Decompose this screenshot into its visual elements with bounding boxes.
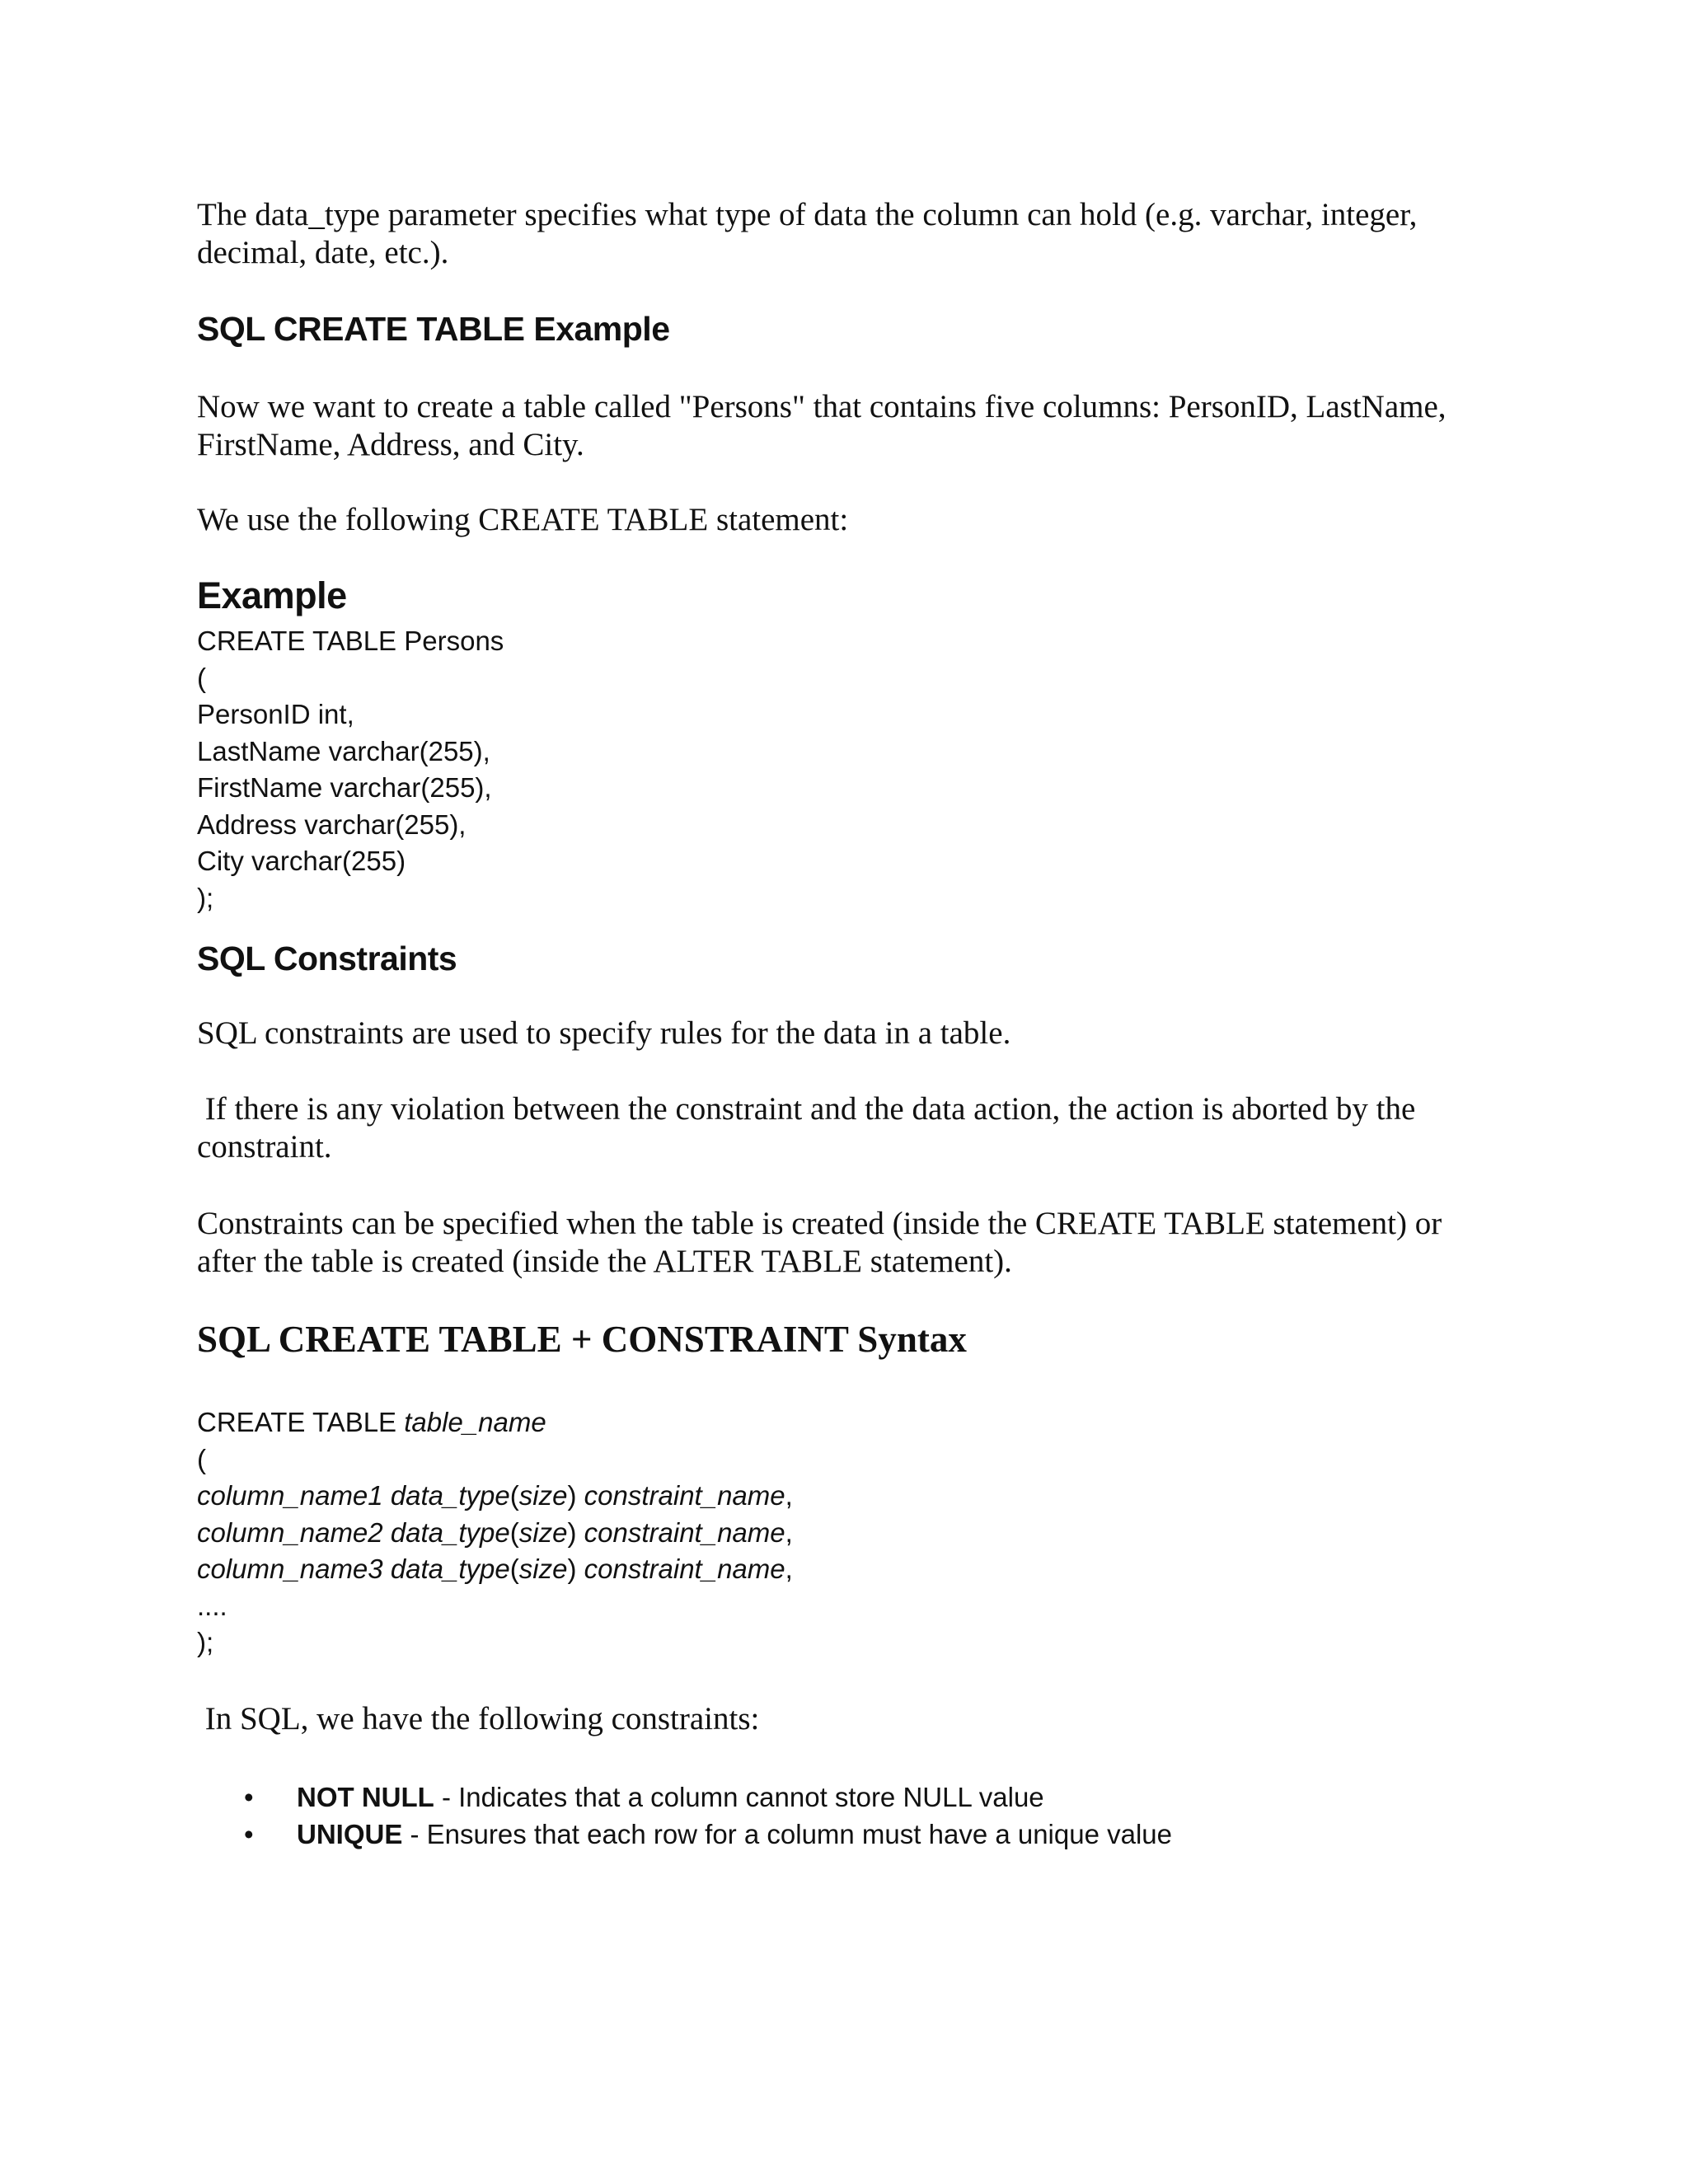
syntax-table-name: table_name xyxy=(404,1407,546,1437)
syntax-column-name: column_name2 xyxy=(197,1516,383,1548)
syntax-constraint-name: constraint_name xyxy=(584,1480,785,1511)
syntax-size: size xyxy=(518,1480,568,1511)
syntax-size: size xyxy=(518,1516,568,1548)
code-line: PersonID int, xyxy=(197,699,354,729)
constraint-term: UNIQUE xyxy=(297,1819,403,1849)
syntax-column-row: column_name1 data_type(size) constraint_name, xyxy=(197,1480,793,1511)
heading-constraint-syntax: SQL CREATE TABLE + CONSTRAINT Syntax xyxy=(197,1319,967,1360)
constraint-syntax-code-block xyxy=(197,1404,793,1661)
list-item xyxy=(197,1816,1516,1853)
heading-create-table-example: SQL CREATE TABLE Example xyxy=(197,310,670,348)
bullet-icon: • xyxy=(244,1819,254,1849)
syntax-constraint-name: constraint_name xyxy=(584,1554,785,1584)
list-item xyxy=(197,1779,1516,1816)
create-example-line-2: FirstName, Address, and City. xyxy=(197,427,584,462)
constraint-term: NOT NULL xyxy=(297,1782,434,1812)
code-line: CREATE TABLE Persons xyxy=(197,626,504,656)
syntax-data-type: data_type xyxy=(390,1516,510,1548)
syntax-line-create xyxy=(197,1404,793,1441)
code-line: ); xyxy=(197,882,214,913)
syntax-column-name: column_name3 xyxy=(197,1554,383,1584)
syntax-column-row: column_name2 data_type(size) constraint_name, xyxy=(197,1516,793,1548)
heading-sql-constraints: SQL Constraints xyxy=(197,940,457,977)
intro-paragraph xyxy=(197,196,1417,272)
syntax-line-close: ); xyxy=(197,1627,214,1657)
violation-line-2: constraint. xyxy=(197,1129,332,1165)
constraints-list xyxy=(197,1779,1516,1853)
syntax-ellipsis: .... xyxy=(197,1590,227,1621)
intro-line-1: The data_type parameter specifies what type of data the column can hold (e.g. varchar, integer, xyxy=(197,197,1418,232)
syntax-keyword: CREATE TABLE xyxy=(197,1407,405,1437)
syntax-constraint-name: constraint_name xyxy=(584,1516,785,1548)
constraints-definition: SQL constraints are used to specify rules for the data in a table. xyxy=(197,1015,1011,1051)
constraint-description: - Indicates that a column cannot store NULL value xyxy=(434,1782,1044,1812)
when-line-1: Constraints can be specified when the table is created (inside the CREATE TABLE statement) or xyxy=(197,1206,1442,1241)
create-example-paragraph xyxy=(197,388,1447,464)
code-line: FirstName varchar(255), xyxy=(197,772,492,803)
create-example-line-1: Now we want to create a table called "Persons" that contains five columns: PersonID, LastName, xyxy=(197,389,1447,424)
syntax-data-type: data_type xyxy=(390,1480,510,1511)
syntax-column-name: column_name1 xyxy=(197,1480,383,1511)
create-statement-intro: We use the following CREATE TABLE statement: xyxy=(197,502,849,537)
constraints-when-paragraph xyxy=(197,1205,1442,1281)
constraints-violation-paragraph xyxy=(197,1090,1415,1166)
example-label: Example xyxy=(197,574,347,616)
syntax-size: size xyxy=(518,1554,568,1584)
violation-line-1: If there is any violation between the constraint and the data action, the action is aborted by the xyxy=(197,1091,1416,1127)
constraint-description: - Ensures that each row for a column must have a unique value xyxy=(402,1819,1173,1849)
bullet-icon: • xyxy=(244,1782,254,1812)
code-line: City varchar(255) xyxy=(197,846,406,876)
intro-line-2: decimal, date, etc.). xyxy=(197,235,449,270)
constraints-list-intro: In SQL, we have the following constraints: xyxy=(197,1701,760,1736)
syntax-column-row: column_name3 data_type(size) constraint_name, xyxy=(197,1554,793,1584)
syntax-data-type: data_type xyxy=(390,1554,510,1584)
code-line: Address varchar(255), xyxy=(197,808,467,840)
syntax-line-open: ( xyxy=(197,1443,206,1474)
when-line-2: after the table is created (inside the ALTER TABLE statement). xyxy=(197,1244,1012,1279)
code-line: ( xyxy=(197,662,206,693)
create-table-code-block xyxy=(197,623,504,916)
code-line: LastName varchar(255), xyxy=(197,735,490,766)
